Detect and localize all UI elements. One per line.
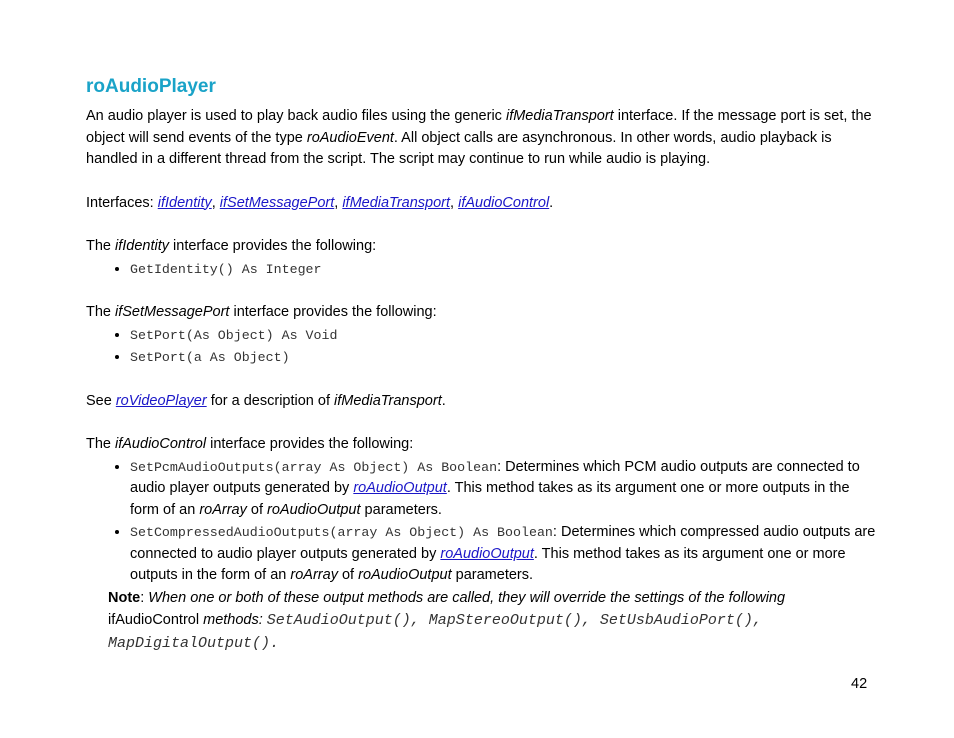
note-label: Note [108, 589, 141, 606]
ac-post: interface provides the following: [206, 436, 414, 452]
separator: , [211, 194, 220, 211]
list-item [130, 521, 876, 587]
method-desc: of [337, 567, 359, 583]
link-rovideoplayer[interactable]: roVideoPlayer [115, 392, 207, 409]
setport-intro [86, 302, 876, 324]
ac-pre: The [86, 436, 116, 452]
list-item [130, 324, 876, 347]
link-roaudiooutput[interactable]: roAudioOutput [440, 545, 534, 562]
note-em: methods: [203, 611, 267, 628]
separator: , [334, 194, 343, 211]
method-signature: GetIdentity() As Integer [130, 261, 322, 277]
document-body [86, 106, 876, 655]
link-ifmediatransport[interactable]: ifMediaTransport [342, 194, 451, 211]
method-signature: SetPcmAudioOutputs(array As Object) As Boolean [130, 459, 498, 475]
link-ifidentity[interactable]: ifIdentity [157, 194, 212, 211]
intro-paragraph [86, 106, 876, 171]
method-em: roArray [199, 501, 247, 518]
note-plain: ifAudioControl [108, 611, 204, 628]
see-mid: for a description of [206, 392, 335, 409]
see-line [86, 391, 876, 413]
setport-post: interface provides the following: [229, 304, 437, 320]
method-desc: : Determines which compressed audio outputs are connected to audio player outputs generated by [130, 524, 876, 562]
list-item [130, 346, 876, 369]
identity-name: ifIdentity [115, 238, 170, 254]
period: . [441, 392, 446, 409]
see-name: ifMediaTransport [334, 392, 442, 409]
page-title: roAudioPlayer [86, 76, 216, 97]
audiocontrol-intro [86, 434, 876, 456]
ac-name: ifAudioControl [115, 436, 207, 452]
link-ifaudiocontrol[interactable]: ifAudioControl [458, 194, 550, 211]
intro-text-1: An audio player is used to play back audio files using the generic [86, 108, 506, 124]
identity-intro [86, 236, 876, 258]
method-desc: . This method takes as its argument one or more outputs in the form of an [130, 480, 850, 518]
method-desc: of [246, 501, 268, 518]
method-signature: SetPort(a As Object) [130, 350, 290, 365]
audiocontrol-method-list [86, 456, 876, 587]
setport-pre: The [86, 304, 116, 320]
method-desc: . This method takes as its argument one or more outputs in the form of an [130, 545, 846, 583]
setport-name: ifSetMessagePort [115, 304, 230, 320]
see-pre: See [86, 392, 116, 409]
interfaces-label: Interfaces: [86, 194, 158, 211]
period: . [549, 194, 554, 211]
method-desc: : Determines which PCM audio outputs are connected to audio player outputs generated by [130, 458, 860, 496]
setport-method-list [86, 324, 876, 369]
intro-text-2: interface. If the message port is set, the object will send events of the type [86, 108, 872, 146]
method-em: roArray [290, 567, 338, 583]
note-em: When one or both of these output methods are called, they will override the settings of the following [148, 589, 786, 606]
link-ifsetmessageport[interactable]: ifSetMessagePort [219, 194, 335, 211]
identity-post: interface provides the following: [169, 238, 377, 254]
list-item [130, 258, 876, 281]
method-desc: parameters. [451, 567, 534, 583]
page-number: 42 [851, 676, 868, 692]
method-signature: SetCompressedAudioOutputs(array As Object) As Boolean [130, 525, 553, 540]
intro-em-2: roAudioEvent [306, 129, 394, 146]
method-em: roAudioOutput [267, 501, 361, 518]
separator: , [450, 194, 459, 211]
identity-pre: The [86, 238, 116, 254]
method-em: roAudioOutput [358, 567, 452, 583]
note-colon: : [140, 589, 149, 606]
list-item [130, 456, 876, 522]
method-desc: parameters. [360, 501, 442, 518]
method-signature: SetPort(As Object) As Void [130, 327, 338, 343]
link-roaudiooutput[interactable]: roAudioOutput [353, 480, 447, 496]
note-paragraph [108, 587, 876, 655]
intro-em-1: ifMediaTransport [505, 108, 614, 124]
note-code: SetAudioOutput(), MapStereoOutput(), SetUsbAudioPort(), MapDigitalOutput(). [108, 611, 762, 652]
identity-method-list [86, 258, 876, 281]
intro-text-3: . All object calls are asynchronous. In other words, audio playback is handled in a different thread from the script. The script may continue to run while audio is playing. [86, 129, 832, 167]
interfaces-line [86, 193, 876, 215]
